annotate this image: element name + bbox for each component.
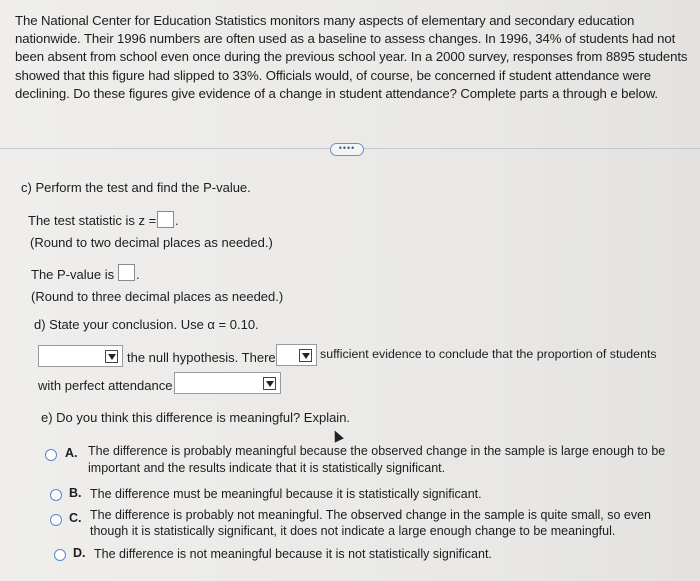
radio-button-b[interactable] (50, 489, 62, 501)
part-e-heading: e) Do you think this difference is meaningful? Explain. (41, 410, 351, 425)
problem-statement: The National Center for Education Statistics monitors many aspects of elementary and secondary education nationwide. Their 1996 numbers are often used as a baseline to assess changes. In 1996, 34% of students had not been absent from school even once during the previous school year. In a 2000 survey, responses from 8895 students showed that this figure had slipped to 33%. Officials would, of course, be concerned if student attendance were declining. Do these figures give evidence of a change in student attendance? Complete parts a through e below. (15, 13, 688, 101)
option-letter: D. (73, 546, 86, 560)
option-text-line1: The difference must be meaningful because it is statistically significant. (90, 487, 482, 501)
option-letter: B. (69, 486, 82, 500)
period: . (175, 213, 179, 228)
conclusion-text-3: with perfect attendance (38, 378, 173, 393)
option-text-line1: The difference is probably not meaningful. The observed change in the sample is quite small, so even (90, 508, 651, 522)
chevron-down-icon (105, 350, 118, 363)
test-statistic-input[interactable] (157, 211, 174, 228)
part-d-heading: d) State your conclusion. Use α = 0.10. (34, 317, 259, 332)
option-letter: C. (69, 511, 82, 525)
mouse-cursor-icon (330, 428, 344, 442)
radio-button-a[interactable] (45, 449, 57, 461)
attendance-dropdown[interactable] (174, 372, 281, 394)
reject-dropdown[interactable] (38, 345, 123, 367)
option-text-line1: The difference is not meaningful because it is not statistically significant. (94, 547, 492, 561)
conclusion-text-1: the null hypothesis. There (127, 350, 276, 365)
p-value-input[interactable] (118, 264, 135, 281)
chevron-down-icon (299, 349, 312, 362)
expand-more-button[interactable]: •••• (330, 143, 364, 156)
option-text-line1: The difference is probably meaningful because the observed change in the sample is large enough to be (88, 444, 666, 458)
part-c-heading: c) Perform the test and find the P-value. (21, 180, 251, 195)
radio-button-c[interactable] (50, 514, 62, 526)
radio-button-d[interactable] (54, 549, 66, 561)
test-statistic-label: The test statistic is z = (28, 213, 157, 228)
option-letter: A. (65, 446, 78, 460)
chevron-down-icon (263, 377, 276, 390)
test-statistic-hint: (Round to two decimal places as needed.) (30, 235, 273, 250)
conclusion-text-2: sufficient evidence to conclude that the proportion of students (320, 347, 657, 361)
option-text-line2: though it is statistically significant, it does not indicate a large enough change to be meaningful. (90, 524, 616, 538)
option-text-line2: important and the results indicate that it is statistically significant. (88, 461, 446, 475)
p-value-label: The P-value is (31, 267, 115, 282)
evidence-dropdown[interactable] (276, 344, 317, 366)
p-value-hint: (Round to three decimal places as needed.) (31, 289, 284, 304)
period: . (136, 267, 140, 282)
